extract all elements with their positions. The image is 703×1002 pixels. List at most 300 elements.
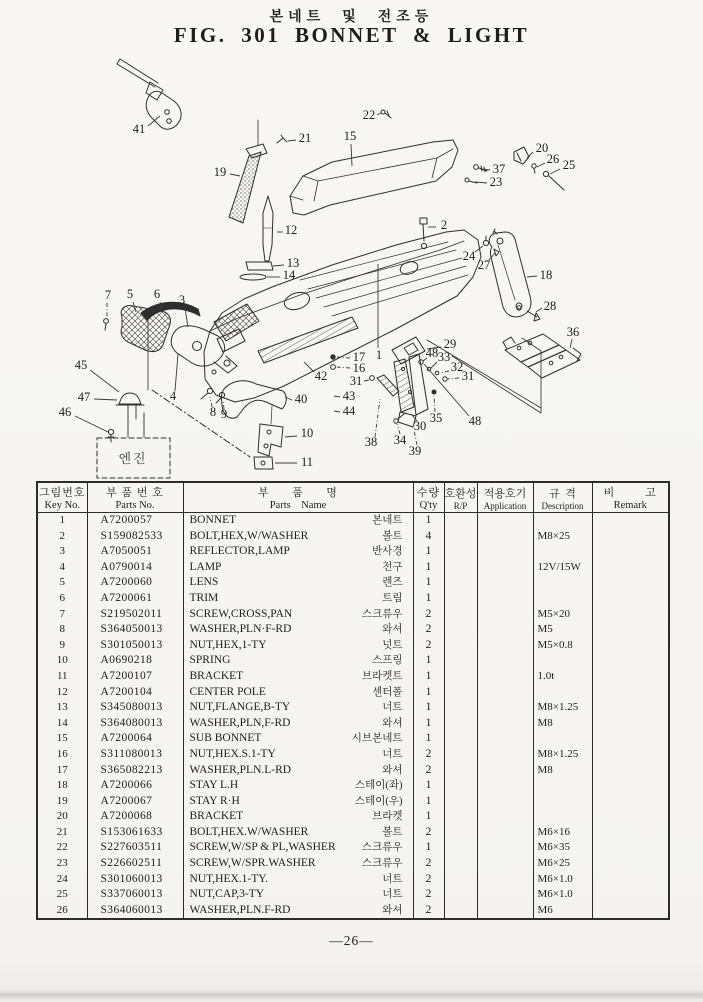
cell-key-no: 15 — [56, 732, 68, 745]
part-name-kr: 와셔 — [382, 624, 403, 636]
callout-number: 8 — [209, 404, 217, 419]
callout-leader — [364, 380, 369, 381]
cell-rp — [444, 560, 477, 576]
part-name-en: SCREW,W/SP & PL,WASHER — [189, 841, 336, 854]
cell-application — [477, 809, 533, 825]
cell-description: M6×16 — [533, 825, 592, 841]
cell-part-name — [183, 544, 413, 560]
cell-remark — [592, 794, 669, 810]
part-15-sub-bonnet — [290, 140, 458, 215]
table-row — [37, 575, 669, 591]
cell-description — [533, 591, 592, 607]
cell-remark — [592, 544, 669, 560]
cell-qty: 1 — [413, 513, 444, 529]
part-14-washer — [240, 274, 266, 280]
cell-application — [477, 622, 533, 638]
cell-key-no: 13 — [56, 701, 68, 714]
cell-description: M6×1.0 — [533, 872, 592, 888]
cell-qty: 2 — [413, 607, 444, 623]
table-row — [37, 903, 669, 920]
cell-part-no: S311080013 — [87, 747, 183, 763]
part-name-kr: 볼트 — [382, 530, 403, 542]
header-qty-kr: 수량 — [416, 487, 441, 499]
cell-application — [477, 903, 533, 920]
engine-box-label: 엔진 — [118, 450, 148, 466]
cell-application — [477, 794, 533, 810]
part-41-lever — [117, 59, 181, 129]
part-name-kr: 스크류우 — [361, 842, 403, 854]
part-name-en: WASHER,PLN.L-RD — [189, 763, 292, 776]
callout-number: 25 — [562, 157, 576, 172]
cell-description: M5×0.8 — [533, 638, 592, 654]
table-row — [37, 825, 669, 841]
callout-number: 32 — [450, 359, 464, 374]
header-qty — [413, 482, 444, 513]
callout-number: 19 — [213, 164, 227, 179]
cell-rp — [444, 529, 477, 545]
cell-key-no: 8 — [59, 623, 65, 636]
cell-application — [477, 700, 533, 716]
cell-key-no: 26 — [56, 903, 68, 916]
cell-rp — [444, 794, 477, 810]
cell-rp — [444, 763, 477, 779]
part-name-en: SUB BONNET — [189, 732, 262, 745]
cell-description — [533, 653, 592, 669]
cell-part-no: S364050013 — [87, 622, 183, 638]
cell-rp — [444, 669, 477, 685]
cell-remark — [592, 809, 669, 825]
cell-part-no: S159082533 — [87, 529, 183, 545]
cell-part-no: A7200107 — [87, 669, 183, 685]
header-description-kr: 규 격 — [549, 487, 576, 500]
cell-key-no: 5 — [59, 576, 65, 589]
cell-qty: 1 — [413, 840, 444, 856]
cell-qty: 2 — [413, 638, 444, 654]
callout-number: 14 — [282, 267, 296, 282]
table-row — [37, 653, 669, 669]
cell-part-name — [183, 685, 413, 701]
part-name-kr: 전구 — [382, 561, 403, 573]
header-remark-kr: 비 고 — [603, 487, 657, 499]
part-name-en: CENTER POLE — [189, 685, 266, 698]
cell-qty: 1 — [413, 669, 444, 685]
part-name-kr: 와셔 — [382, 717, 403, 729]
part-40-duct — [221, 381, 286, 418]
part-name-kr: 스프링 — [372, 655, 403, 667]
cell-part-no: S153061633 — [87, 825, 183, 841]
cell-key-no: 12 — [56, 685, 68, 698]
callout-number: 5 — [126, 286, 134, 301]
cell-key-no: 21 — [56, 825, 68, 838]
stay-30 — [394, 354, 428, 427]
cell-description — [533, 575, 592, 591]
cell-rp — [444, 887, 477, 903]
callout-number: 41 — [132, 121, 146, 136]
callout-number: 46 — [58, 404, 72, 419]
callout-leader — [440, 371, 449, 373]
table-row — [37, 731, 669, 747]
table-row — [37, 809, 669, 825]
cell-part-no: A0690218 — [87, 653, 183, 669]
callout-leader — [94, 399, 117, 400]
part-name-en: BOLT,HEX,W/WASHER — [189, 529, 309, 542]
header-parts-name — [183, 482, 413, 513]
part-name-kr: 와셔 — [382, 904, 403, 916]
part-name-kr: 반사경 — [372, 546, 403, 558]
header-parts-name-kr: 부 품 명 — [258, 487, 338, 499]
cell-part-no: S337060013 — [87, 887, 183, 903]
callout-number: 1 — [375, 347, 383, 362]
cell-description — [533, 513, 592, 529]
header-parts-no-en: Parts No. — [115, 500, 155, 511]
table-row — [37, 622, 669, 638]
table-row — [37, 560, 669, 576]
table-row — [37, 763, 669, 779]
callout-number: 6 — [153, 286, 161, 301]
table-row — [37, 887, 669, 903]
cell-rp — [444, 700, 477, 716]
callout-number: 11 — [300, 454, 314, 469]
cell-application — [477, 529, 533, 545]
callout-number: 16 — [352, 360, 366, 375]
cell-key-no: 14 — [56, 716, 68, 729]
callout-number: 10 — [300, 425, 314, 440]
table-row — [37, 747, 669, 763]
alignment-dash-line — [152, 390, 250, 457]
cell-part-no: S301060013 — [87, 872, 183, 888]
part-name-en: LAMP — [189, 560, 222, 573]
part-name-en: BRACKET — [189, 810, 244, 823]
callout-number: 23 — [489, 174, 503, 189]
cell-application — [477, 513, 533, 529]
cell-key-no: 23 — [56, 857, 68, 870]
table-row — [37, 607, 669, 623]
part-name-en: NUT,HEX,1-TY — [189, 638, 267, 651]
callout-number: 34 — [393, 432, 407, 447]
callout-number: 26 — [546, 151, 560, 166]
cell-qty: 1 — [413, 560, 444, 576]
callout-number: 42 — [314, 368, 328, 383]
cell-rp — [444, 716, 477, 732]
callout-number: 20 — [535, 140, 549, 155]
cell-part-no: S226602511 — [87, 856, 183, 872]
cell-application — [477, 825, 533, 841]
fasteners-8-9 — [201, 388, 225, 403]
cell-part-name — [183, 856, 413, 872]
callout-number: 36 — [566, 324, 580, 339]
header-application-en: Application — [483, 500, 527, 511]
header-key-no-kr: 그림번호 — [38, 487, 86, 499]
callout-leader — [288, 140, 296, 141]
cell-part-name — [183, 638, 413, 654]
cell-remark — [592, 716, 669, 732]
cell-remark — [592, 700, 669, 716]
cell-part-no: S219502011 — [87, 607, 183, 623]
callout-number: 7 — [104, 287, 112, 302]
cell-qty: 1 — [413, 794, 444, 810]
cell-part-no: S364060013 — [87, 903, 183, 920]
cell-application — [477, 747, 533, 763]
callout-leader — [230, 174, 240, 176]
callout-leader — [351, 144, 352, 166]
cell-rp — [444, 731, 477, 747]
callout-number: 9 — [220, 406, 228, 421]
part-1-bonnet-body — [204, 230, 481, 402]
page-title-korean: 본네트 및 전조등 — [269, 10, 434, 25]
callout-number: 40 — [294, 391, 308, 406]
cell-application — [477, 575, 533, 591]
cell-description — [533, 731, 592, 747]
callout-number: 39 — [408, 443, 422, 458]
callout-number: 48 — [425, 345, 439, 360]
part-name-kr: 너트 — [382, 702, 403, 714]
part-name-en: REFLECTOR,LAMP — [189, 545, 290, 558]
cell-description: M8×1.25 — [533, 747, 592, 763]
cell-part-name — [183, 716, 413, 732]
part-name-kr: 트림 — [382, 592, 403, 604]
cell-part-name — [183, 529, 413, 545]
cell-qty: 2 — [413, 622, 444, 638]
header-parts-no-kr: 부 품 번 호 — [106, 487, 164, 499]
cell-part-no: S365082213 — [87, 763, 183, 779]
cell-key-no: 19 — [56, 794, 68, 807]
cell-qty: 2 — [413, 872, 444, 888]
callout-number: 17 — [352, 349, 366, 364]
table-row — [37, 669, 669, 685]
callout-number: 12 — [284, 222, 298, 237]
stay-18 — [489, 232, 531, 317]
header-rp-en: R/P — [453, 500, 468, 511]
cell-part-no: A7200060 — [87, 575, 183, 591]
callout-leader — [570, 339, 572, 348]
cell-key-no: 25 — [56, 888, 68, 901]
cell-part-no: A7200067 — [87, 794, 183, 810]
callout-number: 31 — [461, 368, 475, 383]
cell-qty: 1 — [413, 700, 444, 716]
cell-description: M5×20 — [533, 607, 592, 623]
header-application — [477, 482, 533, 513]
cell-key-no: 2 — [59, 529, 65, 542]
cell-remark — [592, 840, 669, 856]
header-key-no-en: Key No. — [44, 500, 81, 511]
cell-qty: 1 — [413, 809, 444, 825]
cell-part-name — [183, 747, 413, 763]
cell-qty: 2 — [413, 887, 444, 903]
callout-number: 29 — [443, 336, 457, 351]
cell-rp — [444, 544, 477, 560]
cell-description: 12V/15W — [533, 560, 592, 576]
table-row — [37, 513, 669, 529]
cell-rp — [444, 685, 477, 701]
cell-part-name — [183, 794, 413, 810]
cell-rp — [444, 872, 477, 888]
part-name-kr: 너트 — [382, 873, 403, 885]
part-name-kr: 시브본네트 — [351, 733, 403, 745]
cell-rp — [444, 903, 477, 920]
callout-leader — [337, 367, 350, 368]
part-name-kr: 센터폴 — [372, 686, 403, 698]
cell-application — [477, 560, 533, 576]
cell-part-name — [183, 560, 413, 576]
part-name-en: SCREW,CROSS,PAN — [189, 607, 293, 620]
cell-description: M5 — [533, 622, 592, 638]
cell-key-no: 16 — [56, 747, 68, 760]
callout-number: 35 — [429, 410, 443, 425]
cell-part-no: A7200066 — [87, 778, 183, 794]
parts-diagram — [0, 50, 703, 480]
callout-number: 47 — [77, 389, 91, 404]
callout-leader — [175, 354, 178, 391]
cell-key-no: 20 — [56, 810, 68, 823]
header-remark-en: Remark — [613, 500, 647, 511]
part-name-kr: 와셔 — [382, 764, 403, 776]
cell-description: 1.0t — [533, 669, 592, 685]
cell-application — [477, 638, 533, 654]
table-row — [37, 685, 669, 701]
callout-number: 38 — [364, 434, 378, 449]
cell-rp — [444, 856, 477, 872]
cell-remark — [592, 856, 669, 872]
cell-key-no: 3 — [59, 545, 65, 558]
cell-remark — [592, 638, 669, 654]
part-name-kr: 브라켓 — [372, 811, 403, 823]
callout-number: 28 — [543, 298, 557, 313]
callout-leader — [285, 436, 297, 437]
cell-qty: 1 — [413, 591, 444, 607]
part-name-en: SPRING — [189, 654, 231, 667]
part-name-kr: 너트 — [382, 889, 403, 901]
cell-key-no: 18 — [56, 779, 68, 792]
cell-description: M8 — [533, 763, 592, 779]
header-description-en: Description — [541, 500, 584, 511]
part-name-en: WASHER,PLN,F-RD — [189, 716, 291, 729]
part-name-kr: 본네트 — [372, 515, 403, 526]
callout-number: 37 — [492, 161, 506, 176]
part-name-en: BONNET — [189, 514, 237, 526]
table-row — [37, 778, 669, 794]
cell-qty: 2 — [413, 763, 444, 779]
cell-remark — [592, 669, 669, 685]
cell-qty: 2 — [413, 903, 444, 920]
cell-description: M6 — [533, 903, 592, 920]
part-name-en: TRIM — [189, 591, 219, 604]
cell-rp — [444, 825, 477, 841]
fasteners-37-23-22-21 — [277, 107, 487, 183]
header-key-no — [37, 482, 87, 513]
cell-key-no: 10 — [56, 654, 68, 667]
part-10-bracket — [258, 406, 283, 456]
cell-qty: 1 — [413, 731, 444, 747]
parts-table-header — [37, 482, 669, 513]
cell-remark — [592, 763, 669, 779]
callout-number: 21 — [298, 130, 312, 145]
cell-remark — [592, 607, 669, 623]
cell-part-no: A7200068 — [87, 809, 183, 825]
cell-rp — [444, 747, 477, 763]
cell-rp — [444, 778, 477, 794]
callout-number: 18 — [539, 267, 553, 282]
cell-description: M8×1.25 — [533, 700, 592, 716]
cell-remark — [592, 747, 669, 763]
callout-leader — [304, 362, 314, 372]
part-name-en: NUT,CAP,3-TY — [189, 888, 265, 901]
cell-rp — [444, 840, 477, 856]
cell-key-no: 9 — [59, 638, 65, 651]
cell-application — [477, 856, 533, 872]
cell-application — [477, 669, 533, 685]
table-row — [37, 856, 669, 872]
table-row — [37, 700, 669, 716]
cell-part-name — [183, 591, 413, 607]
page-number: —26— — [329, 933, 374, 948]
part-name-kr: 브라켓트 — [361, 670, 403, 682]
callout-leader — [375, 399, 380, 437]
callout-number: 22 — [362, 107, 376, 122]
cell-remark — [592, 903, 669, 920]
cell-part-no: S364080013 — [87, 716, 183, 732]
cell-part-name — [183, 653, 413, 669]
cell-description: M6×35 — [533, 840, 592, 856]
part-name-kr: 넛트 — [382, 639, 403, 651]
cell-remark — [592, 529, 669, 545]
table-row — [37, 529, 669, 545]
callout-leader — [550, 169, 560, 174]
cell-remark — [592, 622, 669, 638]
callout-leader — [431, 362, 437, 368]
header-qty-en: Q'ty — [419, 500, 438, 511]
cell-qty: 1 — [413, 716, 444, 732]
cell-remark — [592, 513, 669, 529]
part-name-en: SCREW,W/SPR.WASHER — [189, 857, 316, 870]
cell-part-name — [183, 887, 413, 903]
callout-number: 43 — [342, 388, 356, 403]
cell-remark — [592, 653, 669, 669]
cell-part-name — [183, 669, 413, 685]
cell-part-no: A7200064 — [87, 731, 183, 747]
table-row — [37, 840, 669, 856]
part-name-kr: 스크류우 — [361, 608, 403, 620]
cell-description: M6×25 — [533, 856, 592, 872]
cell-key-no: 4 — [59, 560, 65, 573]
cell-description: M8 — [533, 716, 592, 732]
callout-leader — [536, 308, 542, 312]
cell-part-no: A7200104 — [87, 685, 183, 701]
parts-table-body — [37, 513, 669, 920]
cell-key-no: 7 — [59, 607, 65, 620]
callout-leader — [537, 163, 545, 167]
header-rp — [444, 482, 477, 513]
callout-number: 33 — [437, 349, 451, 364]
cell-key-no: 22 — [56, 841, 68, 854]
fasteners-24-27-28 — [483, 229, 540, 321]
part-11-bracket — [254, 457, 273, 469]
cell-description: M8×25 — [533, 529, 592, 545]
cell-rp — [444, 653, 477, 669]
part-name-en: STAY L.H — [189, 779, 239, 792]
callout-number: 24 — [462, 248, 476, 263]
part-19-stay — [229, 120, 267, 223]
cell-application — [477, 607, 533, 623]
cell-application — [477, 716, 533, 732]
cell-remark — [592, 778, 669, 794]
cell-description — [533, 794, 592, 810]
cell-qty: 1 — [413, 544, 444, 560]
table-row — [37, 716, 669, 732]
part-name-en: BOLT,HEX.W/WASHER — [189, 825, 309, 838]
cell-application — [477, 872, 533, 888]
part-12-center-pole — [263, 196, 273, 261]
cell-part-name — [183, 778, 413, 794]
